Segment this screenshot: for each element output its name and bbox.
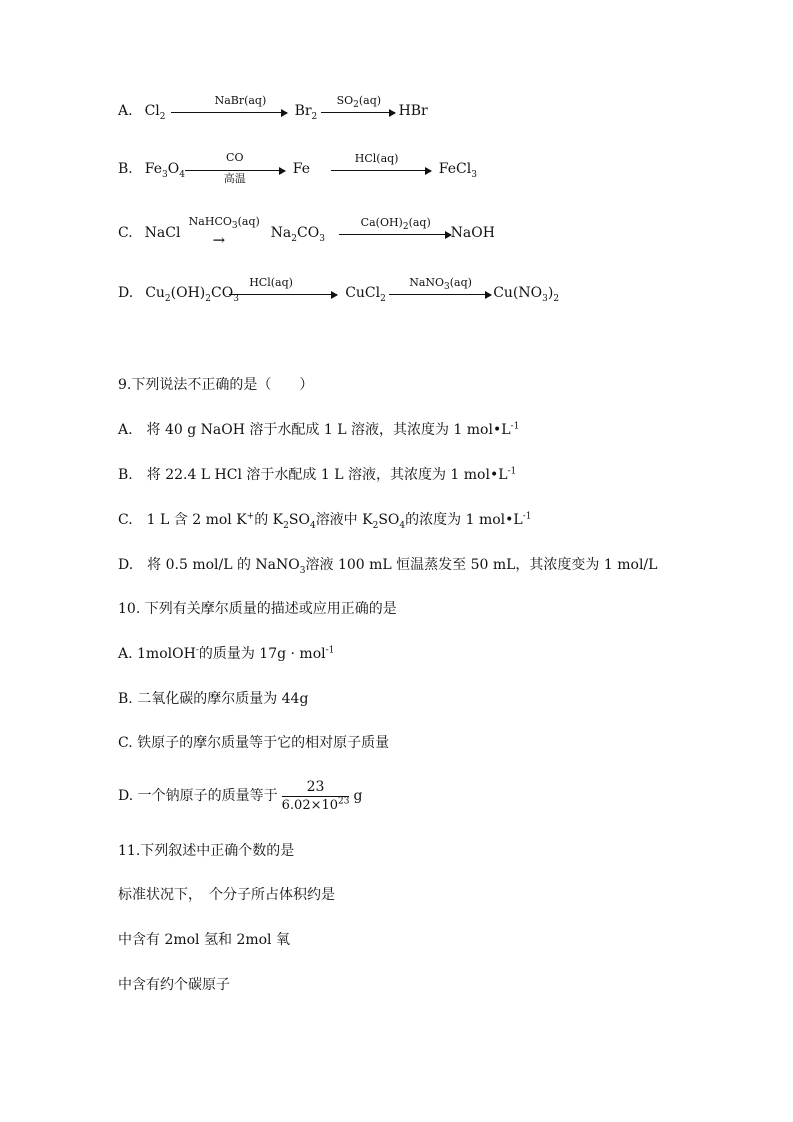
option-10a: A. 1molOH-的质量为 17g · mol$^{-1}$: [118, 645, 335, 662]
reaction-condition: NaBr(aq): [214, 94, 267, 107]
reaction-condition: NaNO$_3$(aq): [409, 276, 472, 293]
intermediate: $Br_2$: [294, 103, 318, 122]
q11-item-2: 中含有 2mol 氢和 2mol 氧: [118, 932, 290, 948]
question-10-stem: 10. 下列有关摩尔质量的描述或应用正确的是: [118, 601, 397, 617]
reaction-arrow: [229, 294, 337, 295]
product: HBr: [398, 103, 428, 119]
option-label: A.: [118, 103, 133, 119]
fraction-numerator: 23: [282, 779, 350, 797]
option-8a: [118, 94, 435, 122]
reactant: $Cu_2(OH)_2CO_3$: [145, 285, 239, 304]
question-9-stem: 9.下列说法不正确的是（ ）: [118, 377, 314, 393]
reaction-condition: $SO_2(aq)$: [336, 94, 382, 111]
reactant: NaCl: [144, 225, 181, 241]
option-8b: [118, 151, 477, 185]
option-label: C.: [118, 225, 133, 241]
reaction-arrow: [339, 234, 451, 235]
q11-item-1: 标准状况下， 个分子所占体积约是: [118, 887, 335, 903]
reaction-condition: $Ca(OH)_2(aq)$: [360, 216, 431, 233]
option-10d: D. 一个钠原子的质量等于 $\frac{23}{6.02\times 10^{23}}$ g: [118, 778, 363, 813]
product: NaOH: [450, 225, 495, 241]
option-10c: C. 铁原子的摩尔质量等于它的相对原子质量: [118, 735, 390, 751]
reaction-arrow: [185, 170, 285, 171]
reactant: $Fe_3O_4$: [144, 161, 185, 180]
reaction-condition: NaHCO$_3$(aq): [188, 215, 260, 232]
option-label: B.: [118, 161, 133, 177]
reaction-condition: HCl(aq): [249, 276, 293, 289]
fraction: [282, 779, 350, 814]
q11-item-3: 中含有约个碳原子: [118, 977, 230, 993]
reaction-condition-bottom: 高温: [223, 172, 246, 185]
reaction-arrow: [171, 112, 287, 113]
intermediate: CuCl$_2$: [345, 285, 386, 304]
option-9c: C. 1 L 含 2 mol K+的 $K_2SO_4$溶液中 $K_2SO_4$的浓度为 1 $mol•L^{-1}$: [118, 511, 532, 531]
option-8c: [118, 215, 495, 249]
reaction-arrow: [389, 294, 491, 295]
reaction-condition: HCl(aq): [354, 152, 399, 165]
reactant: $Cl_2$: [144, 103, 166, 122]
reaction-condition-top: CO: [226, 151, 244, 164]
product: $Cu(NO_3)_2$: [493, 285, 560, 304]
option-9d: D. 将 0.5 mol/L 的 NaNO$_3$溶液 100 mL 恒温蒸发至 50 mL，其浓度变为 1 mol/L: [118, 557, 658, 576]
intermediate: $Na_2CO_3$: [270, 225, 325, 244]
fraction-denominator: $6.02\times 10^{23}$: [281, 796, 350, 813]
reaction-arrow: [331, 170, 431, 171]
reaction-arrow-glyph: →: [212, 231, 226, 249]
option-10b: B. 二氧化碳的摩尔质量为 44g: [118, 691, 309, 707]
option-8d: [118, 276, 560, 304]
reaction-arrow: [321, 112, 395, 113]
option-9a: A. 将 40 g NaOH 溶于水配成 1 L 溶液，其浓度为 1 $mol•L^{-1}$: [118, 421, 520, 438]
intermediate: Fe: [292, 161, 310, 177]
option-label: D.: [118, 285, 134, 301]
option-9b: B. 将 22.4 L HCl 溶于水配成 1 L 溶液，其浓度为 1 $mol•L^{-1}$: [118, 466, 517, 483]
product: FeCl$_3$: [438, 161, 477, 180]
question-11-stem: 11.下列叙述中正确个数的是: [118, 843, 295, 859]
